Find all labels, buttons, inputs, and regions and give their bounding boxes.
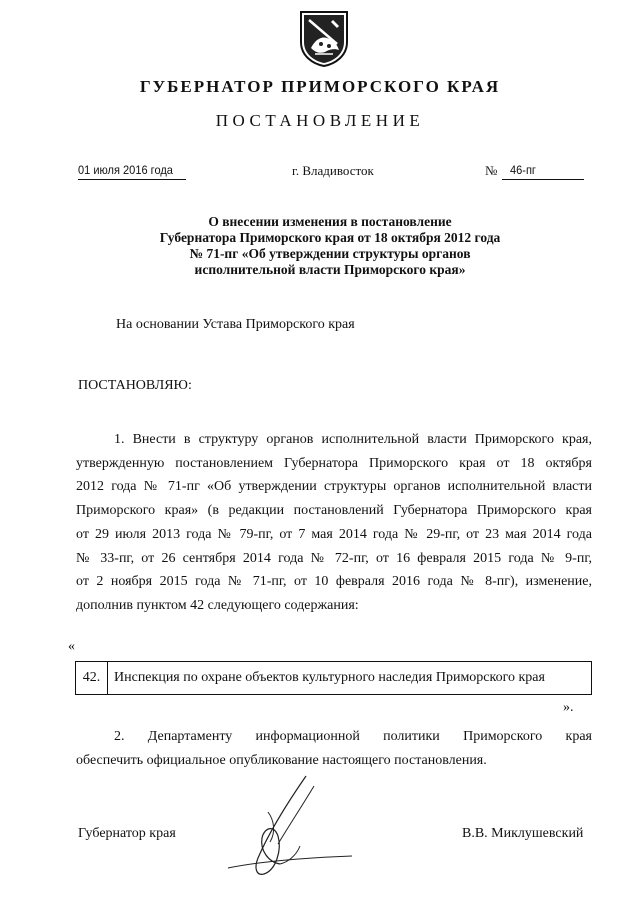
resolve-word: ПОСТАНОВЛЯЮ: (78, 378, 192, 393)
paragraph-line: дополнив пунктом 42 следующего содержания: (76, 597, 359, 613)
heading-line: № 71-пг «Об утверждении структуры органов (189, 246, 471, 261)
handwritten-signature (218, 772, 358, 882)
paragraph-line: утвержденную постановлением Губернатора Приморского края от 18 октября (76, 455, 592, 471)
document-type: ПОСТАНОВЛЕНИЕ (215, 111, 425, 130)
table-row-number: 42. (76, 662, 108, 694)
paragraph-line: Приморского края» (в редакции постановлений Губернатора Приморского края (76, 503, 592, 519)
coat-of-arms-icon (297, 8, 351, 68)
date-underline (78, 179, 186, 180)
paragraph-line: 2012 года № 71-пг «Об утверждении структуры органов исполнительной власти (76, 479, 592, 495)
document-city: г. Владивосток (292, 163, 374, 178)
document-date: 01 июля 2016 года (78, 163, 173, 177)
signer-position: Губернатор края (78, 826, 176, 841)
heading-line: исполнительной власти Приморского края» (194, 262, 466, 277)
paragraph-line: № 33-пг, от 26 сентября 2014 года № 72-пг, от 16 февраля 2015 года № 9-пг, (76, 550, 592, 566)
heading-line: О внесении изменения в постановление (208, 214, 452, 229)
quote-open: « (68, 639, 75, 654)
paragraph-line: обеспечить официальное опубликование настоящего постановления. (76, 752, 487, 768)
number-sign: № (485, 163, 498, 178)
legal-basis: На основании Устава Приморского края (116, 317, 355, 332)
issuer-title: ГУБЕРНАТОР ПРИМОРСКОГО КРАЯ (139, 77, 501, 96)
number-underline (502, 179, 584, 180)
document-number: 46-пг (510, 163, 536, 177)
paragraph-line: 1. Внести в структуру органов исполнительной власти Приморского края, (114, 432, 592, 447)
paragraph-line: от 2 ноября 2015 года № 71-пг, от 10 февраля 2016 года № 8-пг), изменение, (76, 574, 592, 590)
heading-line: Губернатора Приморского края от 18 октября 2012 года (159, 230, 501, 245)
paragraph-line: от 29 июля 2013 года № 79-пг, от 7 мая 2014 года № 29-пг, от 23 мая 2014 года (76, 526, 592, 542)
paragraph-2 (76, 725, 592, 772)
table-row-text: Инспекция по охране объектов культурного наследия Приморского края (114, 670, 545, 685)
paragraph-1 (76, 428, 592, 618)
quote-close: ». (563, 700, 574, 715)
signer-name: В.В. Миклушевский (462, 826, 584, 841)
paragraph-line: 2. Департаменту информационной политики Приморского края (114, 729, 592, 744)
amendment-table (75, 661, 592, 695)
document-heading (120, 214, 540, 278)
